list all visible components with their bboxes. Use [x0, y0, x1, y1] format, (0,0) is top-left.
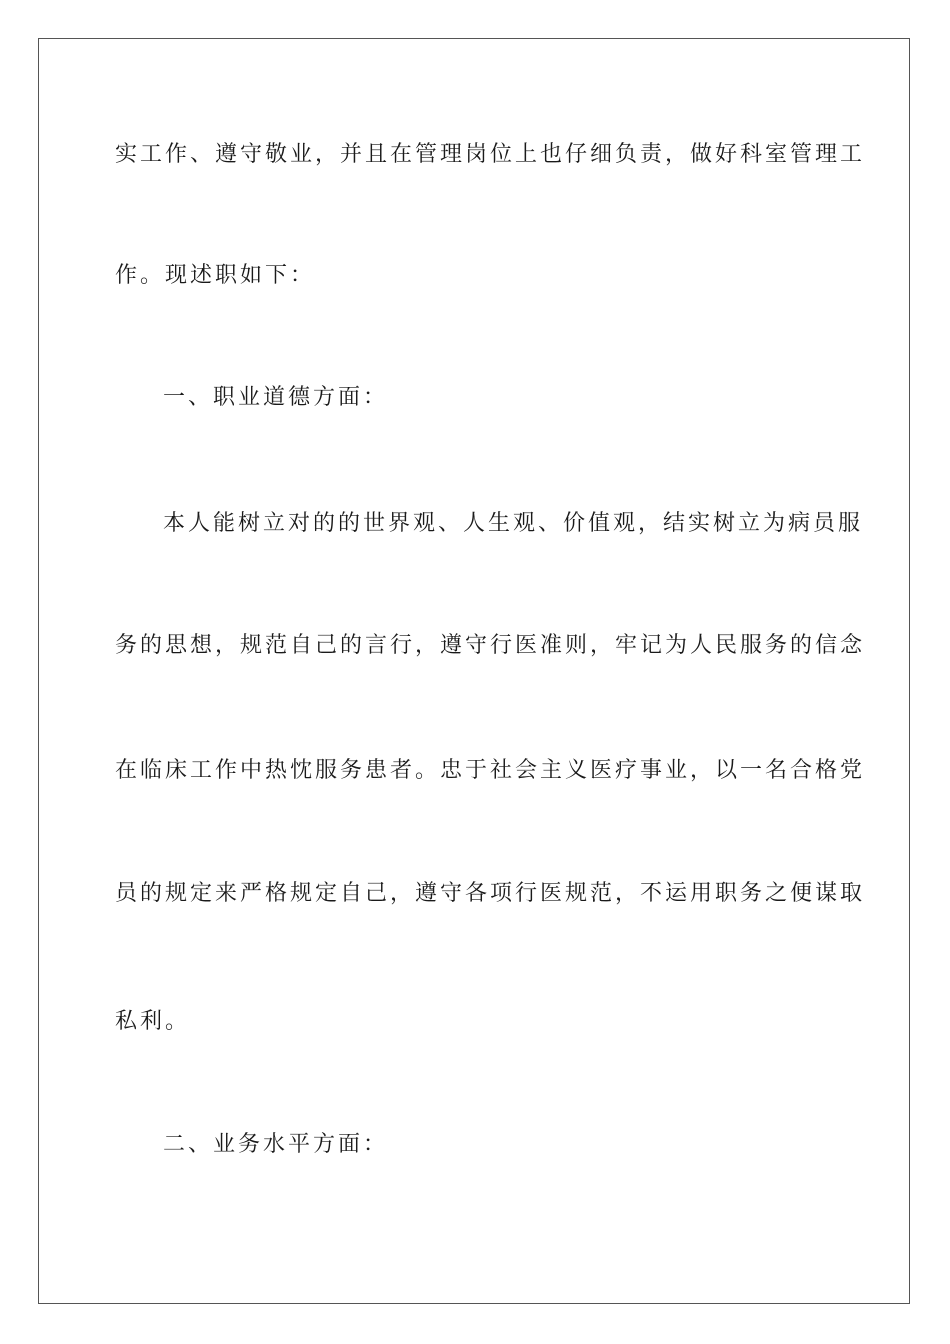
body-text-line: 作。现述职如下：: [115, 263, 316, 288]
body-text-line: 员的规定来严格规定自己，遵守各项行医规范，不运用职务之便谋取: [115, 881, 866, 906]
body-text-line: 本人能树立对的的世界观、人生观、价值观，结实树立为病员服: [163, 511, 864, 536]
body-text-line: 在临床工作中热忱服务患者。忠于社会主义医疗事业，以一名合格党: [115, 758, 866, 783]
body-text-line: 务的思想，规范自己的言行，遵守行医准则，牢记为人民服务的信念: [115, 633, 866, 658]
section-heading: 一、职业道德方面：: [163, 385, 389, 410]
document-page: [38, 38, 910, 1304]
body-text-line: 私利。: [115, 1009, 191, 1034]
section-heading: 二、业务水平方面：: [163, 1132, 389, 1157]
body-text-line: 实工作、遵守敬业，并且在管理岗位上也仔细负责，做好科室管理工: [115, 142, 866, 167]
